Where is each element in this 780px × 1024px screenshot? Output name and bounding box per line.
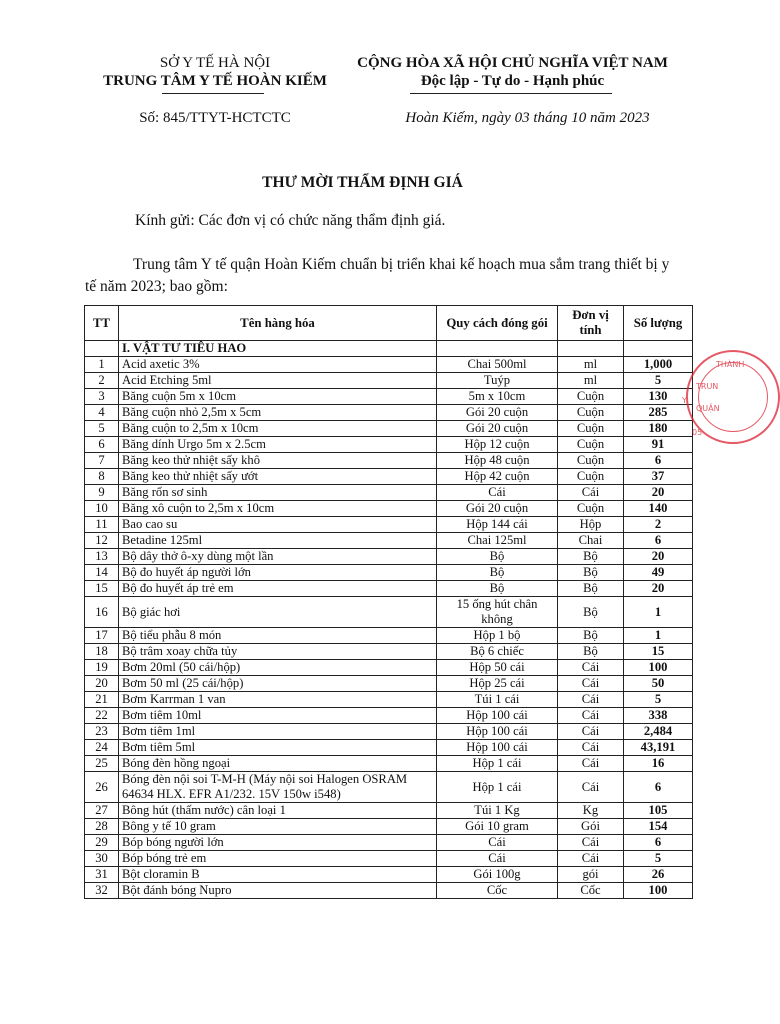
row-unit: Cái	[558, 660, 624, 676]
row-name: Bông y tế 10 gram	[119, 819, 437, 835]
row-name: Băng cuộn nhỏ 2,5m x 5cm	[119, 405, 437, 421]
row-qty: 100	[624, 883, 693, 899]
seal-text-side: Y	[682, 396, 687, 405]
row-pack: Hộp 50 cái	[437, 660, 558, 676]
table-header-row	[85, 306, 693, 341]
row-unit: Bộ	[558, 581, 624, 597]
table-row	[85, 357, 693, 373]
row-unit: gói	[558, 867, 624, 883]
row-unit: Cuộn	[558, 469, 624, 485]
seal-text-low: QUẬN	[696, 404, 720, 413]
row-name: Bóng đèn hồng ngoại	[119, 756, 437, 772]
header-tt: TT	[85, 306, 119, 341]
row-name: Bộ tiểu phẫu 8 món	[119, 628, 437, 644]
row-pack: Hộp 25 cái	[437, 676, 558, 692]
row-qty: 5	[624, 373, 693, 389]
row-tt: 4	[85, 405, 119, 421]
row-tt: 6	[85, 437, 119, 453]
intro-paragraph: Trung tâm Y tế quận Hoàn Kiếm chuẩn bị triển khai kế hoạch mua sắm trang thiết bị y tế năm 2023; bao gồm:	[85, 256, 670, 295]
header-name: Tên hàng hóa	[119, 306, 437, 341]
table-row	[85, 851, 693, 867]
row-qty: 154	[624, 819, 693, 835]
row-unit: Gói	[558, 819, 624, 835]
row-name: Bộ giác hơi	[119, 597, 437, 628]
row-unit: Chai	[558, 533, 624, 549]
row-tt: 21	[85, 692, 119, 708]
row-name: Bóp bóng người lớn	[119, 835, 437, 851]
row-name: Bóng đèn nội soi T-M-H (Máy nội soi Halogen OSRAM 64634 HLX. EFR A1/232. 15V 150w i548)	[119, 772, 437, 803]
table-row	[85, 819, 693, 835]
header-unit: Đơn vị tính	[558, 306, 624, 341]
row-qty: 20	[624, 581, 693, 597]
row-name: Băng cuộn to 2,5m x 10cm	[119, 421, 437, 437]
table-row	[85, 405, 693, 421]
row-pack: Hộp 100 cái	[437, 740, 558, 756]
row-qty: 5	[624, 692, 693, 708]
row-unit: Cái	[558, 772, 624, 803]
row-tt: 32	[85, 883, 119, 899]
row-tt: 13	[85, 549, 119, 565]
row-tt: 27	[85, 803, 119, 819]
row-tt: 15	[85, 581, 119, 597]
row-unit: Cái	[558, 676, 624, 692]
row-pack: Hộp 144 cái	[437, 517, 558, 533]
row-tt: 30	[85, 851, 119, 867]
row-tt: 3	[85, 389, 119, 405]
row-name: Bơm tiêm 10ml	[119, 708, 437, 724]
table-row	[85, 772, 693, 803]
row-qty: 6	[624, 772, 693, 803]
table-row	[85, 453, 693, 469]
row-pack: Hộp 1 cái	[437, 772, 558, 803]
row-qty: 180	[624, 421, 693, 437]
items-table	[84, 305, 693, 899]
row-unit: Cái	[558, 485, 624, 501]
row-name: Bông hút (thấm nước) cân loại 1	[119, 803, 437, 819]
row-unit: Cái	[558, 756, 624, 772]
row-qty: 91	[624, 437, 693, 453]
row-pack: Túi 1 cái	[437, 692, 558, 708]
row-name: Acid axetic 3%	[119, 357, 437, 373]
table-row	[85, 469, 693, 485]
table-row	[85, 676, 693, 692]
row-pack: Cái	[437, 485, 558, 501]
row-pack: Gói 100g	[437, 867, 558, 883]
row-qty: 100	[624, 660, 693, 676]
row-unit: Cuộn	[558, 501, 624, 517]
row-pack: Chai 125ml	[437, 533, 558, 549]
row-tt: 2	[85, 373, 119, 389]
table-row	[85, 581, 693, 597]
row-name: Bột đánh bóng Nupro	[119, 883, 437, 899]
section-qty-cell	[624, 341, 693, 357]
row-name: Băng xô cuộn to 2,5m x 10cm	[119, 501, 437, 517]
table-row	[85, 549, 693, 565]
row-unit: Cái	[558, 740, 624, 756]
row-pack: Bộ 6 chiếc	[437, 644, 558, 660]
row-qty: 1	[624, 597, 693, 628]
row-qty: 15	[624, 644, 693, 660]
row-name: Bao cao su	[119, 517, 437, 533]
row-name: Bột cloramin B	[119, 867, 437, 883]
table-row	[85, 867, 693, 883]
row-pack: Bộ	[437, 565, 558, 581]
header-pack: Quy cách đóng gói	[437, 306, 558, 341]
row-tt: 9	[85, 485, 119, 501]
row-tt: 29	[85, 835, 119, 851]
seal-text-mid: TRUN	[696, 382, 719, 391]
row-tt: 19	[85, 660, 119, 676]
table-row	[85, 437, 693, 453]
table-row	[85, 389, 693, 405]
red-seal-stamp	[682, 350, 780, 444]
row-qty: 6	[624, 835, 693, 851]
row-name: Băng rốn sơ sinh	[119, 485, 437, 501]
row-tt: 11	[85, 517, 119, 533]
row-qty: 26	[624, 867, 693, 883]
row-unit: Bộ	[558, 628, 624, 644]
seal-text-bottom: 05	[692, 428, 703, 437]
row-qty: 130	[624, 389, 693, 405]
row-pack: Hộp 100 cái	[437, 724, 558, 740]
table-row	[85, 660, 693, 676]
row-pack: Gói 20 cuộn	[437, 421, 558, 437]
row-qty: 338	[624, 708, 693, 724]
row-qty: 20	[624, 485, 693, 501]
table-row	[85, 501, 693, 517]
row-pack: Hộp 48 cuộn	[437, 453, 558, 469]
row-name: Bơm 20ml (50 cái/hộp)	[119, 660, 437, 676]
section-unit-cell	[558, 341, 624, 357]
row-name: Băng dính Urgo 5m x 2.5cm	[119, 437, 437, 453]
document-number: Số: 845/TTYT-HCTCTC	[139, 110, 291, 126]
table-row	[85, 708, 693, 724]
issuer-underline	[162, 93, 264, 94]
row-pack: Hộp 12 cuộn	[437, 437, 558, 453]
table-row	[85, 740, 693, 756]
row-tt: 1	[85, 357, 119, 373]
row-pack: Gói 20 cuộn	[437, 405, 558, 421]
row-pack: Túi 1 Kg	[437, 803, 558, 819]
row-pack: Bộ	[437, 581, 558, 597]
section-tt-cell	[85, 341, 119, 357]
table-row	[85, 692, 693, 708]
seal-text-top: THÀNH	[716, 360, 745, 369]
row-pack: Hộp 100 cái	[437, 708, 558, 724]
row-unit: Cuộn	[558, 389, 624, 405]
place-date: Hoàn Kiếm, ngày 03 tháng 10 năm 2023	[405, 110, 650, 126]
table-row	[85, 533, 693, 549]
table-row	[85, 628, 693, 644]
table-row	[85, 597, 693, 628]
row-qty: 37	[624, 469, 693, 485]
row-pack: Tuýp	[437, 373, 558, 389]
row-tt: 7	[85, 453, 119, 469]
row-name: Betadine 125ml	[119, 533, 437, 549]
row-pack: 5m x 10cm	[437, 389, 558, 405]
row-unit: Bộ	[558, 597, 624, 628]
row-tt: 12	[85, 533, 119, 549]
row-qty: 2,484	[624, 724, 693, 740]
motto-underline	[410, 93, 612, 94]
row-unit: Cái	[558, 724, 624, 740]
row-unit: Kg	[558, 803, 624, 819]
row-unit: Cuộn	[558, 453, 624, 469]
row-qty: 20	[624, 549, 693, 565]
row-pack: Hộp 42 cuộn	[437, 469, 558, 485]
row-unit: Hộp	[558, 517, 624, 533]
table-row	[85, 517, 693, 533]
row-tt: 14	[85, 565, 119, 581]
row-unit: Cuộn	[558, 421, 624, 437]
row-qty: 285	[624, 405, 693, 421]
org-parent: SỞ Y TẾ HÀ NỘI	[159, 55, 271, 71]
table-row	[85, 485, 693, 501]
national-heading	[330, 54, 695, 90]
row-name: Băng keo thử nhiệt sấy khô	[119, 453, 437, 469]
header-qty: Số lượng	[624, 306, 693, 341]
row-pack: Hộp 1 cái	[437, 756, 558, 772]
row-tt: 26	[85, 772, 119, 803]
row-unit: Cốc	[558, 883, 624, 899]
table-row	[85, 565, 693, 581]
document-title: THƯ MỜI THẨM ĐỊNH GIÁ	[262, 174, 463, 191]
row-pack: Hộp 1 bộ	[437, 628, 558, 644]
row-tt: 25	[85, 756, 119, 772]
row-pack: 15 ống hút chân không	[437, 597, 558, 628]
row-tt: 31	[85, 867, 119, 883]
row-pack: Bộ	[437, 549, 558, 565]
table-row	[85, 644, 693, 660]
row-qty: 105	[624, 803, 693, 819]
row-name: Bơm tiêm 1ml	[119, 724, 437, 740]
row-name: Acid Etching 5ml	[119, 373, 437, 389]
row-unit: Cái	[558, 835, 624, 851]
row-name: Bơm tiêm 5ml	[119, 740, 437, 756]
table-row	[85, 421, 693, 437]
table-row	[85, 724, 693, 740]
seal-inner-ring	[698, 362, 768, 432]
row-qty: 140	[624, 501, 693, 517]
row-pack: Cốc	[437, 883, 558, 899]
table-row	[85, 803, 693, 819]
row-pack: Cái	[437, 851, 558, 867]
row-qty: 50	[624, 676, 693, 692]
row-tt: 20	[85, 676, 119, 692]
row-tt: 16	[85, 597, 119, 628]
table-row	[85, 883, 693, 899]
row-tt: 24	[85, 740, 119, 756]
motto: Độc lập - Tự do - Hạnh phúc	[420, 73, 605, 89]
row-tt: 8	[85, 469, 119, 485]
row-pack: Gói 20 cuộn	[437, 501, 558, 517]
row-qty: 1,000	[624, 357, 693, 373]
row-name: Băng keo thử nhiệt sấy ướt	[119, 469, 437, 485]
row-tt: 10	[85, 501, 119, 517]
row-unit: Cái	[558, 708, 624, 724]
row-name: Bơm Karrman 1 van	[119, 692, 437, 708]
row-unit: Cái	[558, 692, 624, 708]
row-unit: ml	[558, 357, 624, 373]
row-name: Băng cuộn 5m x 10cm	[119, 389, 437, 405]
row-tt: 28	[85, 819, 119, 835]
table-row	[85, 756, 693, 772]
country-name: CỘNG HÒA XÃ HỘI CHỦ NGHĨA VIỆT NAM	[357, 55, 668, 71]
row-unit: ml	[558, 373, 624, 389]
row-name: Bóp bóng trẻ em	[119, 851, 437, 867]
row-qty: 1	[624, 628, 693, 644]
row-name: Bộ trâm xoay chữa tủy	[119, 644, 437, 660]
section-pack-cell	[437, 341, 558, 357]
row-name: Bộ đo huyết áp người lớn	[119, 565, 437, 581]
row-qty: 49	[624, 565, 693, 581]
org-name: TRUNG TÂM Y TẾ HOÀN KIẾM	[103, 73, 327, 89]
row-pack: Chai 500ml	[437, 357, 558, 373]
row-unit: Cái	[558, 851, 624, 867]
row-qty: 5	[624, 851, 693, 867]
row-unit: Cuộn	[558, 437, 624, 453]
table-row	[85, 373, 693, 389]
row-unit: Bộ	[558, 644, 624, 660]
table-row	[85, 835, 693, 851]
section-row	[85, 341, 693, 357]
row-qty: 6	[624, 453, 693, 469]
row-pack: Cái	[437, 835, 558, 851]
row-qty: 2	[624, 517, 693, 533]
row-unit: Cuộn	[558, 405, 624, 421]
row-qty: 43,191	[624, 740, 693, 756]
row-qty: 16	[624, 756, 693, 772]
row-qty: 6	[624, 533, 693, 549]
row-name: Bộ đo huyết áp trẻ em	[119, 581, 437, 597]
row-tt: 5	[85, 421, 119, 437]
issuer-block	[85, 54, 345, 90]
row-unit: Bộ	[558, 565, 624, 581]
greeting: Kính gửi: Các đơn vị có chức năng thẩm định giá.	[135, 212, 446, 229]
row-tt: 23	[85, 724, 119, 740]
row-pack: Gói 10 gram	[437, 819, 558, 835]
section-title: I. VẬT TƯ TIÊU HAO	[119, 341, 437, 357]
row-name: Bơm 50 ml (25 cái/hộp)	[119, 676, 437, 692]
row-tt: 18	[85, 644, 119, 660]
row-tt: 22	[85, 708, 119, 724]
row-tt: 17	[85, 628, 119, 644]
row-unit: Bộ	[558, 549, 624, 565]
row-name: Bộ dây thở ô-xy dùng một lần	[119, 549, 437, 565]
